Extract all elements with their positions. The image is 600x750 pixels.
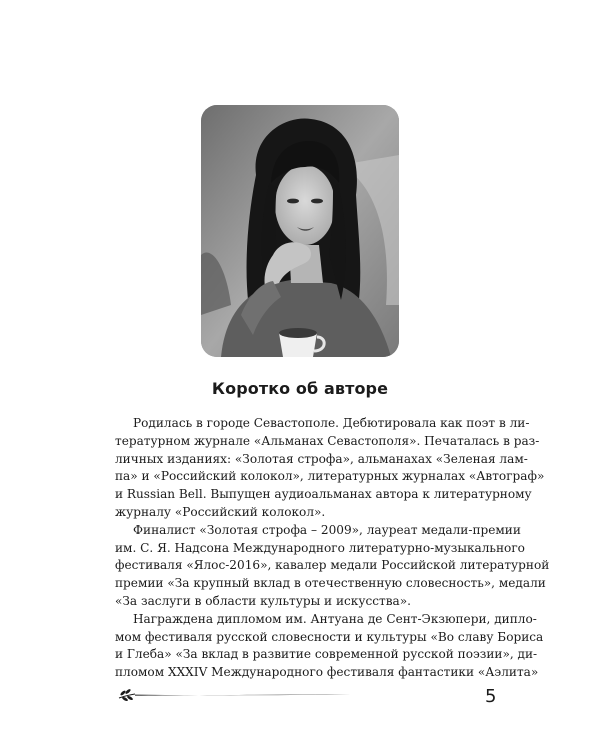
- author-photo: [201, 105, 399, 357]
- page-number: 5: [485, 686, 497, 707]
- author-bio: [115, 415, 550, 682]
- bio-line: Родилась в городе Севастополе. Дебютировала как поэт в ли-: [133, 416, 530, 430]
- bio-line: и Глеба» «За вклад в развитие современной русской поэзии», ди-: [115, 647, 538, 662]
- bio-line: премии «За крупный вклад в отечественную словесность», медали: [115, 576, 546, 591]
- bio-paragraph: [115, 415, 545, 522]
- bio-line: и Russian Bell. Выпущен аудиоальманах автора к литературному: [115, 487, 532, 502]
- bio-line: пломом XXXIV Международного фестиваля фантастики «Аэлита»: [115, 665, 539, 680]
- bio-line: Награждена дипломом им. Антуана де Сент-Экзюпери, дипло-: [133, 611, 537, 626]
- bio-line: па» и «Российский колокол», литературных журналах «Автограф»: [115, 469, 545, 484]
- bio-line: им. С. Я. Надсона Международного литературно-музыкального: [115, 540, 525, 555]
- footer-ornament: [115, 686, 355, 702]
- bio-paragraph: [115, 522, 550, 611]
- bio-line: журналу «Российский колокол».: [115, 504, 326, 519]
- bio-line: тературном журнале «Альманах Севастополя». Печаталась в раз-: [115, 433, 540, 448]
- bio-line: личных изданиях: «Золотая строфа», альманахах «Зеленая лам-: [115, 451, 528, 466]
- section-heading: Коротко об авторе: [211, 379, 389, 398]
- bio-line: Финалист «Золотая строфа – 2009», лауреат медали-премии: [133, 522, 521, 537]
- bio-line: «За заслуги в области культуры и искусства».: [115, 593, 411, 608]
- bio-line: фестиваля «Ялос-2016», кавалер медали Российской литературной: [115, 558, 550, 573]
- bio-paragraph: [115, 611, 544, 682]
- bio-line: мом фестиваля русской словесности и культуры «Во славу Бориса: [115, 629, 544, 644]
